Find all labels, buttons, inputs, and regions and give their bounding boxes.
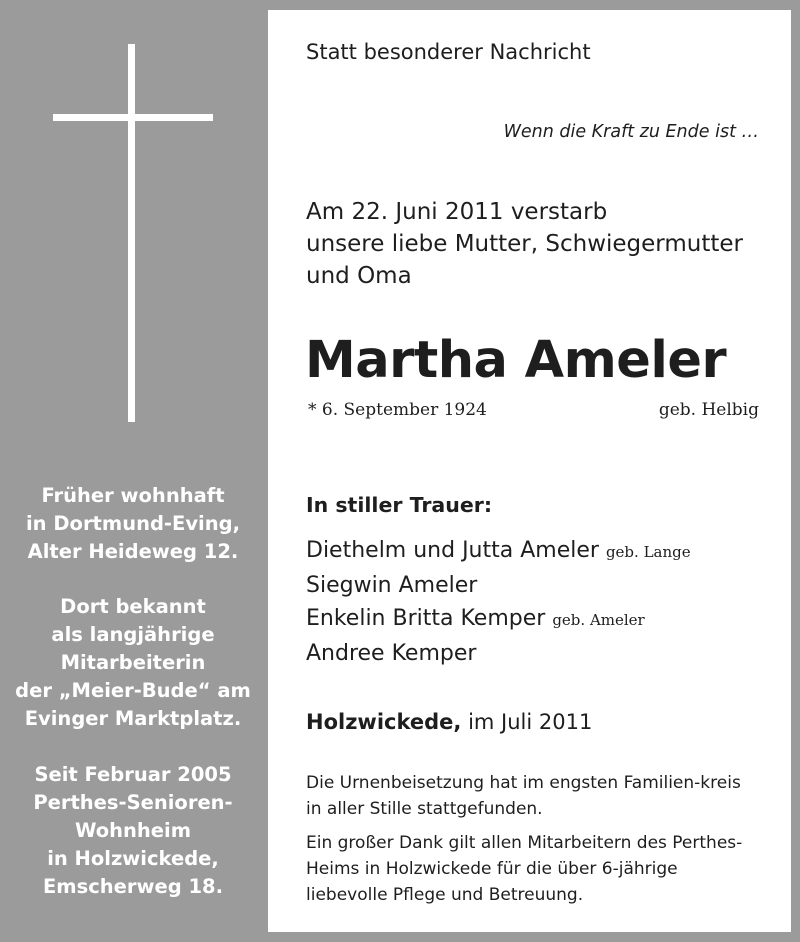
thanks-note: Ein großer Dank gilt allen Mitarbeitern des Perthes-Heims in Holzwickede für die über 6-jährige liebevolle Pflege und Betreuung. [306,833,743,905]
burial-note: Die Urnenbeisetzung hat im engsten Familien-kreis in aller Stille stattgefunden. [306,773,741,819]
notice-header: Statt besonderer Nachricht [306,40,591,64]
mourners-heading: In stiller Trauer: [306,493,493,517]
mourners-list [306,534,691,670]
cross-icon-bar [53,114,213,121]
notice-panel [268,10,791,932]
motto: Wenn die Kraft zu Ende ist … [503,122,759,142]
sidebar-block-known-as: Dort bekannt als langjährige Mitarbeiterin der „Meier-Bude“ am Evinger Marktplatz. [15,595,251,730]
mourner: Diethelm und Jutta Ameler geb. Lange [306,538,691,563]
sidebar-block-residence: Seit Februar 2005 Perthes-Senioren- Wohnheim in Holzwickede, Emscherweg 18. [33,763,233,898]
mourner: Andree Kemper [306,641,477,666]
birth-date: * 6. September 1924 [308,400,487,420]
cross-icon [128,44,135,422]
maiden-name: geb. Helbig [658,400,759,420]
deceased-name: Martha Ameler [305,331,727,390]
death-announcement: Am 22. Juni 2011 verstarb unsere liebe Mutter, Schwiegermutter und Oma [306,199,743,289]
place-and-date: Holzwickede, im Juli 2011 [306,710,593,734]
mourner: Enkelin Britta Kemper geb. Ameler [306,606,645,631]
sidebar-block-former-address: Früher wohnhaft in Dortmund-Eving, Alter Heideweg 12. [26,484,240,563]
mourner: Siegwin Ameler [306,573,478,598]
